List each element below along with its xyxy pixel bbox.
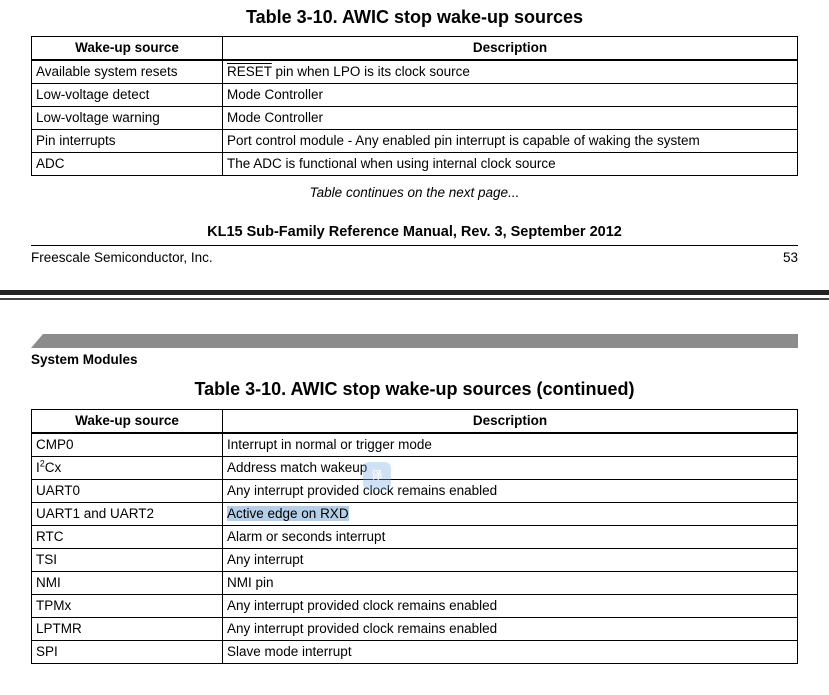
cell-description: Port control module - Any enabled pin interrupt is capable of waking the system (223, 130, 798, 153)
table-row (32, 60, 798, 84)
table-row (32, 641, 798, 664)
table-row (32, 549, 798, 572)
page-separator-thick (0, 290, 829, 295)
selected-text[interactable]: Active edge on RXD (227, 506, 349, 521)
table2-title: Table 3-10. AWIC stop wake-up sources (continued) (194, 379, 635, 399)
cell-description (223, 60, 798, 84)
col-header-description: Description (223, 410, 798, 434)
table-row (32, 503, 798, 526)
cell-source: ADC (32, 153, 223, 176)
section-header-bar (31, 334, 798, 348)
cell-source: NMI (32, 572, 223, 595)
page-separator-thin (0, 298, 829, 300)
wakeup-table-2 (31, 409, 798, 664)
footer-page-number: 53 (782, 250, 798, 265)
table-row (32, 572, 798, 595)
cell-source: SPI (32, 641, 223, 664)
table-continues-note: Table continues on the next page... (309, 185, 520, 200)
col-header-source: Wake-up source (32, 37, 223, 61)
table-row (32, 457, 798, 480)
cell-description[interactable] (223, 503, 798, 526)
table-row (32, 130, 798, 153)
cell-source: LPTMR (32, 618, 223, 641)
table1-title: Table 3-10. AWIC stop wake-up sources (245, 7, 584, 27)
footer-rule (31, 245, 798, 246)
i2c-superscript: 2 (39, 458, 45, 469)
cell-source: Pin interrupts (32, 130, 223, 153)
cell-source: TSI (32, 549, 223, 572)
cell-description: Alarm or seconds interrupt (223, 526, 798, 549)
cell-description: The ADC is functional when using internal clock source (223, 153, 798, 176)
cell-description: Any interrupt provided clock remains enabled (223, 595, 798, 618)
cell-source: Low-voltage warning (32, 107, 223, 130)
section-header: System Modules (31, 352, 138, 367)
table-row (32, 526, 798, 549)
cell-description: NMI pin (223, 572, 798, 595)
table-row (32, 618, 798, 641)
cell-description: Interrupt in normal or trigger mode (223, 433, 798, 457)
cell-description: Any interrupt (223, 549, 798, 572)
cell-description: Any interrupt provided clock remains enabled (223, 618, 798, 641)
reset-signal-text: RESET (227, 64, 272, 79)
table-row (32, 153, 798, 176)
cell-source: RTC (32, 526, 223, 549)
cell-source: Low-voltage detect (32, 84, 223, 107)
cell-description: Any interrupt provided clock remains enabled (223, 480, 798, 503)
cell-source: TPMx (32, 595, 223, 618)
cell-description: Mode Controller (223, 107, 798, 130)
cell-description-rest: pin when LPO is its clock source (271, 64, 470, 79)
cell-description: Address match wakeup (223, 457, 798, 480)
cell-source (32, 457, 223, 480)
footer-company: Freescale Semiconductor, Inc. (31, 250, 213, 265)
table-row (32, 595, 798, 618)
table-row (32, 84, 798, 107)
table-row (32, 433, 798, 457)
wakeup-table-1 (31, 36, 798, 176)
col-header-source: Wake-up source (32, 410, 223, 434)
i2c-suffix: Cx (44, 460, 62, 475)
cell-source: UART0 (32, 480, 223, 503)
manual-title: KL15 Sub-Family Reference Manual, Rev. 3, September 2012 (207, 224, 622, 240)
table-header-row (32, 37, 798, 61)
table-row (32, 107, 798, 130)
i2c-prefix: I (36, 460, 40, 475)
cell-source: Available system resets (32, 60, 223, 84)
cell-source: CMP0 (32, 433, 223, 457)
cell-description: Slave mode interrupt (223, 641, 798, 664)
cell-description: Mode Controller (223, 84, 798, 107)
translate-popup-icon[interactable]: 译 (363, 462, 391, 490)
table-header-row (32, 410, 798, 434)
table-row (32, 480, 798, 503)
cell-source: UART1 and UART2 (32, 503, 223, 526)
col-header-description: Description (223, 37, 798, 61)
